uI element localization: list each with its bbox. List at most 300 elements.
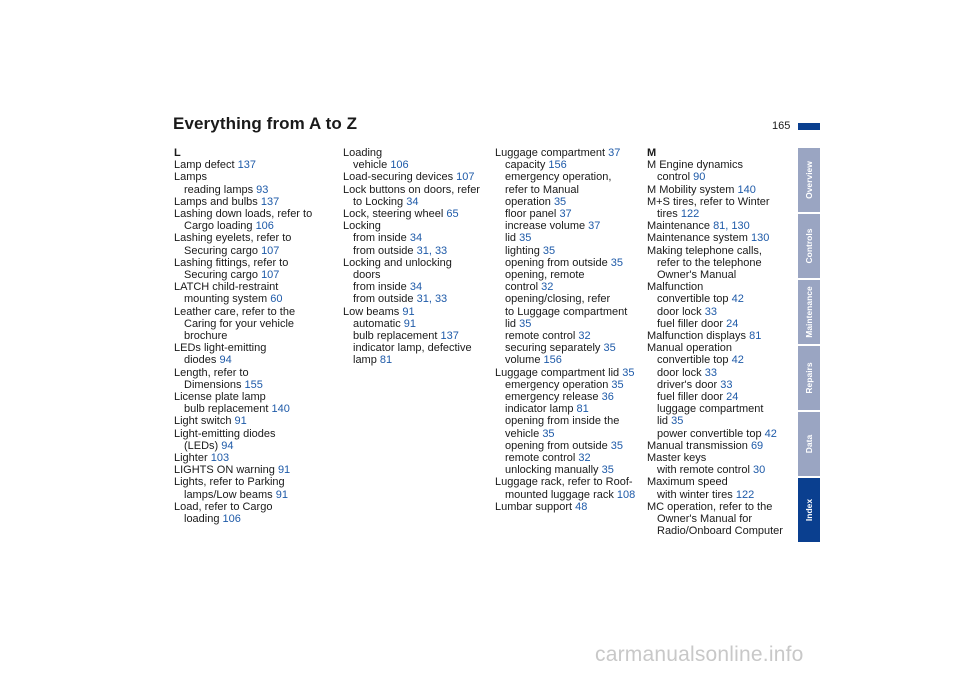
entry-text: Length, refer to [174,366,249,379]
index-subentry [647,269,807,281]
entry-text: Light switch [174,415,232,428]
page-reference-link[interactable]: 81 [749,330,762,343]
watermark: carmanualsonline.info [595,643,804,666]
page-reference-link[interactable]: 35 [610,256,624,269]
page-reference-link[interactable]: 137 [237,159,256,172]
page-reference-link[interactable]: 34 [406,195,419,208]
index-entry [343,306,503,318]
index-entry [174,428,334,440]
entry-text: lid [657,415,669,428]
entry-text: lamps/Low beams [184,488,273,501]
entry-text: vehicle [505,427,540,440]
page-reference-link[interactable]: 81, 130 [713,220,750,233]
entry-text: refer to the telephone [657,256,762,269]
index-subentry [647,367,807,379]
index-subentry [174,293,334,305]
tab-label: Maintenance [804,286,814,338]
index-entry [174,464,334,476]
entry-text: from inside [353,281,407,294]
page-reference-link[interactable]: 35 [610,439,624,452]
tab-repairs[interactable] [798,346,820,410]
page-reference-link[interactable]: 32 [541,281,554,294]
entry-text: to Locking [353,195,404,208]
page-reference-link[interactable]: 31, 33 [416,293,448,306]
index-subentry [343,269,503,281]
index-entry [647,501,807,513]
entry-text: remote control [505,330,576,343]
entry-text: Manual transmission [647,439,748,452]
page-reference-link[interactable]: 155 [244,378,263,391]
entry-text: M [647,147,657,159]
entry-text: LEDs light-emitting [174,342,267,355]
entry-text: diodes [184,354,217,367]
index-subentry [495,379,655,391]
index-subentry [174,245,334,257]
page-reference-link[interactable]: 35 [519,317,532,330]
page-reference-link[interactable]: 106 [390,159,409,172]
index-entry [343,208,503,220]
index-subentry [495,354,655,366]
entry-text: tires [657,208,678,221]
entry-text: Maximum speed [647,476,728,489]
entry-text: bulb replacement [184,403,269,416]
entry-text: emergency release [505,391,599,404]
index-subentry [495,208,655,220]
page-reference-link[interactable]: 35 [601,464,614,477]
entry-text: doors [353,269,381,282]
entry-text: reading lamps [184,183,254,196]
tab-index[interactable] [798,478,820,542]
page-reference-link[interactable]: 35 [611,378,624,391]
index-subentry [495,403,655,415]
tab-overview[interactable] [798,148,820,212]
entry-text: mounted luggage rack [505,488,614,501]
entry-text: control [657,171,691,184]
page-reference-link[interactable]: 24 [726,317,739,330]
page-reference-link[interactable]: 91 [403,317,417,330]
entry-text: floor panel [505,208,557,221]
entry-text: Radio/Onboard Computer [657,525,783,538]
index-subentry [495,342,655,354]
page-reference-link[interactable]: 31, 33 [416,244,448,257]
index-entry [343,184,503,196]
page-reference-link[interactable]: 69 [750,439,764,452]
index-subentry [495,452,655,464]
entry-text: Cargo loading [184,220,253,233]
entry-text: Master keys [647,452,707,465]
entry-text: Load, refer to Cargo [174,500,273,513]
index-subentry [647,525,807,537]
page-reference-link[interactable]: 33 [704,366,717,379]
entry-text: Securing cargo [184,269,258,282]
index-entry [495,476,655,488]
index-column-3 [495,147,655,513]
index-entry [174,501,334,513]
entry-text: Maintenance [647,220,710,233]
entry-text: M Mobility system [647,183,735,196]
entry-text: Leather care, refer to the [174,305,296,318]
page-reference-link[interactable]: 122 [680,208,700,221]
entry-text: Lamps [174,171,208,184]
page-reference-link[interactable]: 94 [221,439,234,452]
page-reference-link[interactable]: 36 [601,391,614,404]
index-subentry [647,428,807,440]
page-reference-link[interactable]: 35 [622,366,635,379]
page-reference-link[interactable]: 140 [271,403,290,416]
page-reference-link[interactable]: 137 [260,195,280,208]
index-subentry [647,293,807,305]
page-reference-link[interactable]: 35 [519,232,532,245]
entry-text: Lock buttons on doors, refer [343,183,480,196]
index-subentry [495,440,655,452]
page-reference-link[interactable]: 137 [440,330,459,343]
page-reference-link[interactable]: 32 [578,330,591,343]
index-subentry [174,379,334,391]
page-reference-link[interactable]: 37 [559,208,572,221]
entry-text: convertible top [657,354,729,367]
tab-label: Data [804,434,814,454]
index-entry [647,452,807,464]
entry-text: Load-securing devices [343,171,454,184]
index-subentry [343,330,503,342]
entry-text: convertible top [657,293,729,306]
entry-text: Low beams [343,305,400,318]
index-column-1 [174,147,334,525]
entry-text: LATCH child-restraint [174,281,279,294]
page-reference-link[interactable]: 91 [402,305,415,318]
page-reference-link[interactable]: 156 [543,354,562,367]
entry-text: brochure [184,330,228,343]
page-reference-link[interactable]: 106 [255,220,274,233]
entry-text: Lashing fittings, refer to [174,256,289,269]
entry-text: from outside [353,244,414,257]
page-reference-link[interactable]: 65 [446,208,459,221]
page-reference-link[interactable]: 107 [456,171,475,184]
page-reference-link[interactable]: 42 [764,427,777,440]
page-reference-link[interactable]: 103 [210,452,230,465]
entry-text: lid [505,317,517,330]
index-subentry [343,281,503,293]
entry-text: Malfunction displays [647,330,747,343]
tab-label: Overview [804,161,814,199]
page-reference-link[interactable]: 91 [234,415,247,428]
entry-text: fuel filler door [657,317,724,330]
index-entry [647,440,807,452]
entry-text: Lighter [174,452,208,465]
entry-text: mounting system [184,293,268,306]
tab-label: Index [804,498,814,522]
entry-text: emergency operation, [505,171,612,184]
index-column-4 [647,147,807,538]
entry-text: Lamp defect [174,159,235,172]
index-letter-heading [174,147,334,159]
entry-text: (LEDs) [184,439,219,452]
entry-text: Malfunction [647,281,704,294]
entry-text: control [505,281,539,294]
entry-text: lamp [353,354,377,367]
index-entry [495,501,655,513]
entry-text: bulb replacement [353,330,438,343]
page-reference-link[interactable]: 107 [261,269,280,282]
tab-controls[interactable] [798,214,820,278]
index-subentry [343,318,503,330]
entry-text: Luggage compartment lid [495,366,620,379]
index-subentry [495,318,655,330]
index-entry [174,415,334,427]
page-reference-link[interactable]: 140 [737,183,756,196]
entry-text: opening from inside the [505,415,620,428]
page-reference-link[interactable]: 34 [409,281,423,294]
page-reference-link[interactable]: 91 [275,488,288,501]
index-subentry [174,354,334,366]
index-entry [174,171,334,183]
page-reference-link[interactable]: 24 [726,391,739,404]
entry-text: MC operation, refer to the [647,500,773,513]
page-reference-link[interactable]: 94 [219,354,232,367]
index-entry [174,208,334,220]
index-subentry [174,269,334,281]
index-entry [647,196,807,208]
entry-text: Owner's Manual [657,269,737,282]
entry-text: opening from outside [505,439,608,452]
page-title: Everything from A to Z [173,114,358,133]
page-reference-link[interactable]: 107 [261,244,280,257]
index-subentry [174,513,334,525]
index-subentry [647,379,807,391]
index-subentry [495,257,655,269]
entry-text: Lashing eyelets, refer to [174,232,292,245]
page-reference-link[interactable]: 156 [548,159,567,172]
index-subentry [343,159,503,171]
entry-text: Caring for your vehicle [184,317,295,330]
page-reference-link[interactable]: 48 [575,500,588,513]
tab-label: Repairs [804,362,814,394]
page-reference-link[interactable]: 93 [256,183,269,196]
entry-text: opening/closing, refer [505,293,611,306]
entry-text: indicator lamp, defective [353,342,472,355]
index-subentry [647,306,807,318]
index-subentry [495,464,655,476]
page-reference-link[interactable]: 106 [222,513,241,526]
index-subentry [343,293,503,305]
page-reference-link[interactable]: 30 [753,464,766,477]
entry-text: lid [505,232,517,245]
entry-text: Luggage compartment [495,147,606,159]
index-entry [495,367,655,379]
entry-text: Light-emitting diodes [174,427,276,440]
entry-text: emergency operation [505,378,609,391]
index-subentry [495,428,655,440]
entry-text: refer to Manual [505,183,579,196]
index-entry [647,330,807,342]
entry-text: LIGHTS ON warning [174,464,275,477]
index-subentry [343,245,503,257]
index-entry [174,257,334,269]
index-entry [174,391,334,403]
index-subentry [495,293,655,305]
page-reference-link[interactable]: 35 [542,427,555,440]
entry-text: M+S tires, refer to Winter [647,195,770,208]
entry-text: lighting [505,244,540,257]
index-entry [647,159,807,171]
tab-maintenance[interactable] [798,280,820,344]
index-entry [174,232,334,244]
index-subentry [343,354,503,366]
entry-text: Locking and unlocking [343,256,452,269]
index-entry [174,452,334,464]
index-subentry [647,415,807,427]
index-entry [647,476,807,488]
index-entry [174,367,334,379]
entry-text: fuel filler door [657,391,724,404]
index-entry [343,257,503,269]
index-entry [647,281,807,293]
index-subentry [174,330,334,342]
index-subentry [174,318,334,330]
entry-text: increase volume [505,220,586,233]
index-subentry [495,245,655,257]
page-reference-link[interactable]: 35 [603,342,616,355]
index-subentry [343,342,503,354]
entry-text: Lock, steering wheel [343,208,444,221]
index-entry [647,220,807,232]
page-reference-link[interactable]: 130 [750,232,770,245]
entry-text: License plate lamp [174,391,266,404]
page-reference-link[interactable]: 108 [616,488,636,501]
index-subentry [174,440,334,452]
entry-text: Lashing down loads, refer to [174,208,313,221]
page-reference-link[interactable]: 42 [731,354,744,367]
entry-text: M Engine dynamics [647,159,743,172]
index-subentry [495,184,655,196]
index-subentry [174,403,334,415]
page-reference-link[interactable]: 35 [542,244,556,257]
tab-label: Controls [804,228,814,264]
entry-text: volume [505,354,541,367]
entry-text: L [174,147,181,159]
entry-text: Lights, refer to Parking [174,476,285,489]
entry-text: Locking [343,220,381,233]
index-subentry [647,318,807,330]
index-entry [495,147,655,159]
index-subentry [495,159,655,171]
page-reference-link[interactable]: 33 [720,378,733,391]
page-reference-link[interactable]: 91 [277,464,291,477]
index-column-2 [343,147,503,367]
entry-text: door lock [657,305,702,318]
entry-text: Lamps and bulbs [174,195,258,208]
entry-text: Lumbar support [495,500,573,513]
tab-data[interactable] [798,412,820,476]
index-entry [174,342,334,354]
entry-text: door lock [657,366,702,379]
entry-text: Making telephone calls, [647,244,762,257]
page-reference-link[interactable]: 81 [379,354,393,367]
index-subentry [647,354,807,366]
page-reference-link[interactable]: 42 [731,293,744,306]
entry-text: automatic [353,317,401,330]
index-subentry [495,232,655,244]
entry-text: vehicle [353,159,388,172]
index-subentry [495,220,655,232]
entry-text: securing separately [505,342,601,355]
entry-text: loading [184,513,220,526]
entry-text: indicator lamp [505,403,574,416]
page-reference-link[interactable]: 33 [704,305,717,318]
page-marker [798,123,820,130]
index-entry [647,245,807,257]
entry-text: Dimensions [184,378,242,391]
page-reference-link[interactable]: 37 [588,220,601,233]
page-reference-link[interactable]: 35 [671,415,684,428]
index-subentry [647,257,807,269]
section-tabs [798,148,820,544]
entry-text: opening, remote [505,269,585,282]
index-subentry [647,171,807,183]
index-entry [343,220,503,232]
entry-text: Securing cargo [184,244,258,257]
page-reference-link[interactable]: 32 [578,452,591,465]
index-subentry [647,208,807,220]
entry-text: Owner's Manual for [657,513,753,526]
entry-text: Manual operation [647,342,733,355]
index-entry [647,184,807,196]
entry-text: capacity [505,159,546,172]
index-subentry [343,232,503,244]
entry-text: luggage compartment [657,403,764,416]
index-subentry [495,171,655,183]
entry-text: from inside [353,232,407,245]
entry-text: power convertible top [657,427,762,440]
entry-text: Luggage rack, refer to Roof- [495,476,633,489]
page-reference-link[interactable]: 122 [735,488,755,501]
index-subentry [495,391,655,403]
index-subentry [647,489,807,501]
index-entry [343,147,503,159]
index-subentry [647,513,807,525]
page-reference-link[interactable]: 81 [576,403,589,416]
index-subentry [495,269,655,281]
index-entry [174,281,334,293]
index-subentry [495,415,655,427]
index-subentry [495,330,655,342]
index-subentry [343,196,503,208]
page-reference-link[interactable]: 37 [608,147,621,159]
page-reference-link[interactable]: 60 [270,293,283,306]
index-entry [343,171,503,183]
entry-text: driver's door [657,378,718,391]
index-subentry [495,489,655,501]
entry-text: with winter tires [657,488,733,501]
index-subentry [647,403,807,415]
index-subentry [174,220,334,232]
page-reference-link[interactable]: 35 [553,195,567,208]
index-entry [174,159,334,171]
entry-text: operation [505,195,551,208]
entry-text: opening from outside [505,256,608,269]
entry-text: Loading [343,147,383,159]
page-reference-link[interactable]: 34 [409,232,423,245]
index-entry [174,306,334,318]
index-letter-heading [647,147,807,159]
index-subentry [647,391,807,403]
index-subentry [647,464,807,476]
index-entry [174,196,334,208]
index-entry [647,232,807,244]
index-subentry [174,184,334,196]
entry-text: unlocking manually [505,464,599,477]
page-reference-link[interactable]: 90 [693,171,706,184]
